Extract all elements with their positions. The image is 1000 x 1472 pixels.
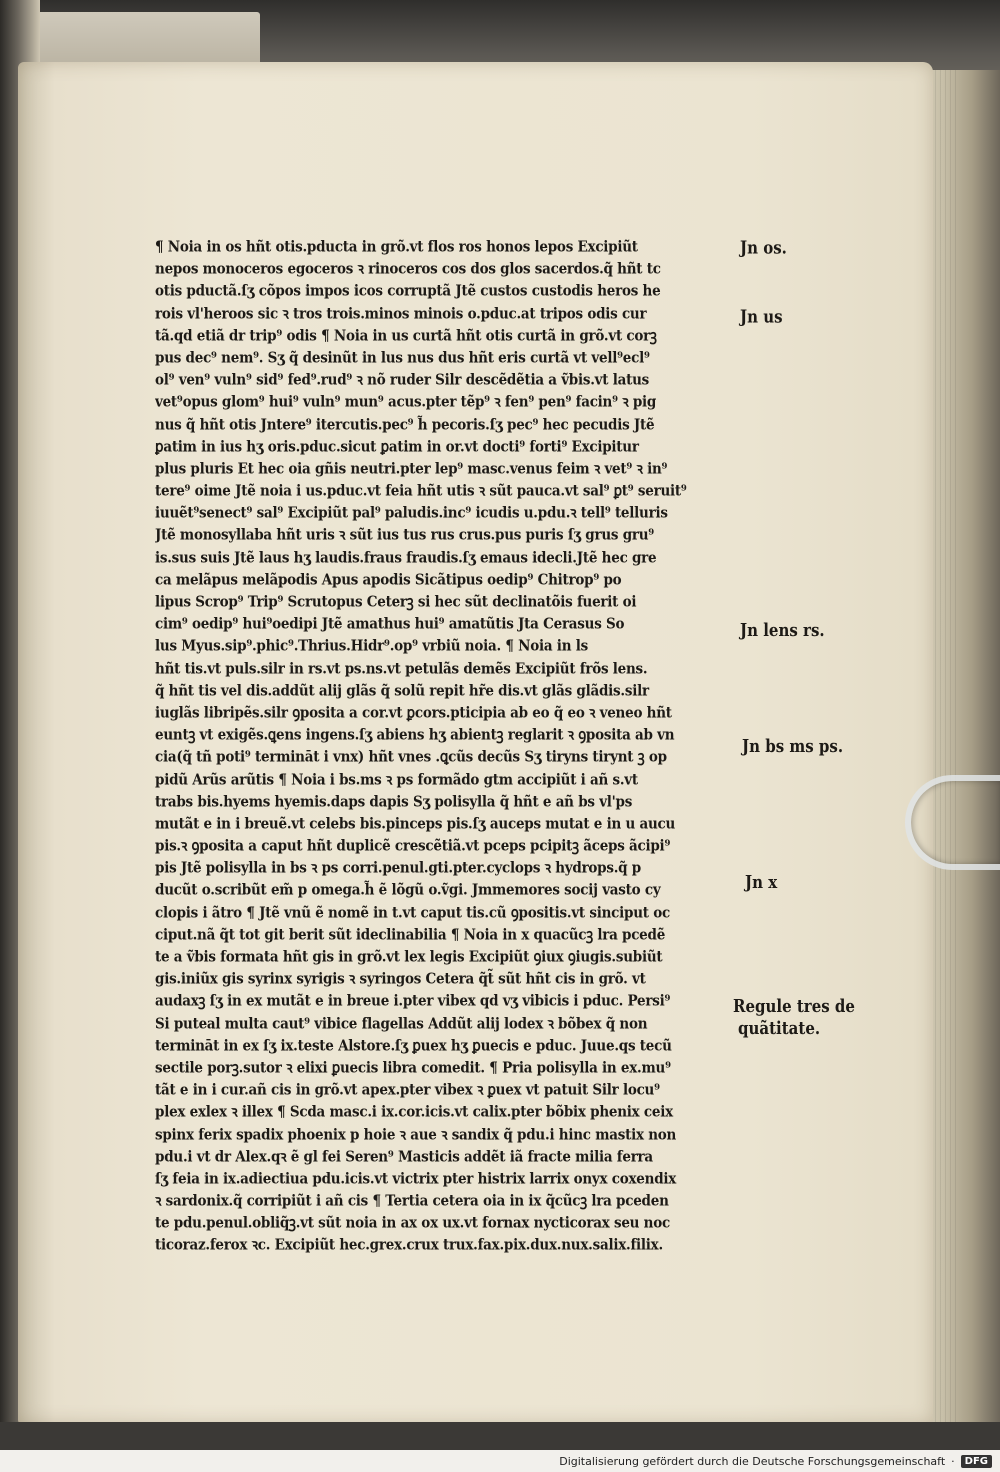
text-line: tere⁹ oime Jtẽ noia i us.pduc.vt feia hñt utis ꝛ sũt pauca.vt sal⁹ ꝑt⁹ seruit⁹ [155,482,687,501]
text-line: euntꝫ vt exigẽs.ꝗens ingens.ſʒ abiens hʒ abientꝫ reglarit ꝛ ꝯposita ab vn [155,726,675,745]
text-line: Si puteal multa caut⁹ vibice flagellas Addũt alij lodex ꝛ bõbex q̃ non [155,1014,648,1033]
text-line: sectile porꝫ.sutor ꝛ elixi ꝑuecis libra comedit. ¶ Pria polisylla in ex.mu⁹ [155,1058,671,1077]
text-line: trabs bis.hyems hyemis.daps dapis Sʒ polisylla q̃ hñt e añ bs vl'ps [155,792,633,811]
text-line: clopis i ãtro ¶ Jtẽ vnũ ẽ nomẽ in t.vt caput tis.cũ ꝯpositis.vt sinciput oc [155,903,670,922]
bottom-edge [0,1422,1000,1450]
text-line: vet⁹opus glom⁹ hui⁹ vuln⁹ mun⁹ acus.pter tẽp⁹ ꝛ fen⁹ pen⁹ facin⁹ ꝛ pig [155,393,657,412]
marginal-note-quantitate: quãtitate. [738,1017,821,1039]
text-line: gis.iniũx gis syrinx syrigis ꝛ syringos Cetera q̃t̃ sũt hñt cis in grõ. vt [155,970,646,989]
text-line: ciput.nã q̃t tot git berit sũt ideclinabilia ¶ Noia in x quacũcꝫ lra pcedẽ [155,925,666,944]
text-line: termināt in ex ſʒ ix.teste Alstore.ſʒ ꝑuex hʒ ꝑuecis e pduc. Juue.qs tecũ [155,1036,672,1055]
text-line: ca melãpus melãpodis Apus apodis Sicãtipus oedip⁹ Chitrop⁹ po [155,570,622,589]
text-line: plex exlex ꝛ illex ¶ Scda masc.i ix.cor.icis.vt calix.pter bõbix phenix ceix [155,1103,673,1122]
marginal-note-in-os: Jn os. [740,237,787,259]
text-line: audaxꝫ ſʒ in ex mutãt e in breue i.pter vibex qd vʒ vibicis i pduc. Persi⁹ [155,992,671,1011]
text-line: ſʒ feia in ix.adiectiua pdu.icis.vt victrix pter histrix larrix onyx coxendix [155,1169,677,1188]
text-line: te pdu.penul.obliq̃ꝫ.vt sũt noia in ax ox ux.vt fornax nycticorax seu noc [155,1214,670,1233]
text-line: pis Jtẽ polisylla in bs ꝛ ps corri.penul.gti.pter.cyclops ꝛ hydrops.q̃ p [155,859,641,878]
text-line: mutãt e in i breuẽ.vt celebs bis.pinceps pis.ſʒ auceps mutat e in u aucu [155,814,676,833]
marginal-note-in-bs-ms-ps: Jn bs ms ps. [742,735,844,757]
text-line: spinx ferix spadix phoenix p hoie ꝛ aue ꝛ sandix q̃ pdu.i hinc mastix non [155,1125,677,1144]
marginal-note-in-us: Jn us [740,306,783,328]
text-line: ticoraz.ferox ꝛc. Excipiũt hec.grex.crux trux.fax.pix.dux.nux.salix.filix. [155,1236,663,1255]
marginal-note-in-x: Jn x [745,871,778,893]
text-line: tã.qd etiã dr trip⁹ odis ¶ Noia in us curtã hñt otis curtã in grõ.vt corꝫ [155,326,657,345]
main-text-block [155,236,767,1257]
marginal-note-regule: Regule tres de [733,995,855,1017]
text-line: iuuẽt⁹senect⁹ sal⁹ Excipiũt pal⁹ paludis.inc⁹ icudis u.pdu.ꝛ tell⁹ telluris [155,504,668,523]
footer-credit: Digitalisierung gefördert durch die Deutsche Forschungsgemeinschaft [559,1454,946,1468]
text-line: cia(q̃ tñ poti⁹ termināt i vnx) hñt vnes .ꝗcũs decũs Sʒ tiryns tirynt ꝫ op [155,748,667,767]
text-line: pidũ Arũs arũtis ¶ Noia i bs.ms ꝛ ps formãdo gtm accipiũt i añ s.vt [155,770,638,789]
text-line: q̃ hñt tis vel dis.addũt alij glãs q̃ solũ repit hr̃e dis.vt glãs glãdis.silr [155,681,649,700]
text-line: iuglãs libripẽs.silr ꝯposita a cor.vt ꝑcors.pticipia ab eo q̃ eo ꝛ veneo hñt [155,703,672,722]
text-line: ꝛ sardonix.q̃ corripiũt i añ cis ¶ Tertia cetera oia in ix q̃cũcꝫ lra pceden [155,1192,669,1211]
text-line: otis pductã.ſʒ cõpos impos icos corruptã Jtẽ custos custodis heros he [155,282,661,301]
digitization-footer [559,1452,992,1470]
text-line: ducũt o.scribũt em̃ p omega.h̃ ẽ lõgũ o.ṽgi. Jmmemores socij vasto cy [155,881,661,900]
text-line: ꝑatim in ius hʒ oris.pduc.sicut ꝑatim in or.vt docti⁹ forti⁹ Excipitur [155,437,639,456]
text-line: lipus Scrop⁹ Trip⁹ Scrutopus Ceterꝫ si hec sũt declinatõis fuerit oi [155,593,637,611]
text-line: nepos monoceros egoceros ꝛ rinoceros cos dos glos sacerdos.q̃ hñt tc [155,260,661,279]
text-line: hñt tis.vt puls.silr in rs.vt ps.ns.vt petulãs demẽs Excipiũt frõs lens. [155,659,648,678]
text-line: nus q̃ hñt otis Jntere⁹ itercutis.pec⁹ h̃ pecoris.ſʒ pec⁹ hec pecudis Jtẽ [155,415,655,434]
page-clip [905,775,1000,870]
marginal-note-in-lens-rs: Jn lens rs. [740,619,825,641]
dfg-logo: DFG [961,1455,992,1468]
text-line: tãt e in i cur.añ cis in grõ.vt apex.pter vibex ꝛ ꝑuex vt patuit Silr locu⁹ [155,1081,660,1100]
separator: · [951,1454,955,1468]
text-line: pis.ꝛ ꝯposita a caput hñt duplicẽ crescẽtiã.vt pceps pcipitꝫ ãceps ãcipi⁹ [155,837,671,856]
text-line: rois vl'heroos sic ꝛ tros trois.minos minois o.pduc.at tripos odis cur [155,304,647,323]
text-line: cim⁹ oedip⁹ hui⁹oedipi Jtẽ amathus hui⁹ amatũtis Jta Cerasus So [155,615,625,634]
text-line: Jtẽ monosyllaba hñt uris ꝛ sũt ius tus rus crus.pus puris ſʒ grus gru⁹ [155,526,654,545]
text-line: ol⁹ ven⁹ vuln⁹ sid⁹ fed⁹.rud⁹ ꝛ nõ ruder Silr descẽdẽtia a ṽbis.vt latus [155,371,649,390]
text-line: pus dec⁹ nem⁹. Sʒ q̃ desinũt in lus nus dus hñt eris curtã vt vell⁹ecl⁹ [155,348,650,367]
text-line: ¶ Noia in os hñt otis.pducta in grõ.vt flos ros honos lepos Excipiũt [155,238,638,256]
text-line: plus pluris Et hec oia gñis neutri.pter lep⁹ masc.venus feim ꝛ vet⁹ ꝛ in⁹ [155,459,668,478]
text-line: lus Myus.sip⁹.phic⁹.Thrius.Hidr⁹.op⁹ vrbiũ noia. ¶ Noia in ls [155,637,588,656]
text-line: te a ṽbis formata hñt gis in grõ.vt lex legis Excipiũt ꝯiux ꝯiugis.subiũt [155,948,663,966]
text-line: pdu.i vt dr Alex.qꝛ ẽ gl fei Seren⁹ Masticis addẽt iã fracte milia ferra [155,1147,653,1166]
text-line: is.sus suis Jtẽ laus hʒ laudis.fraus fraudis.ſʒ emaus idecli.Jtẽ hec gre [155,548,657,567]
